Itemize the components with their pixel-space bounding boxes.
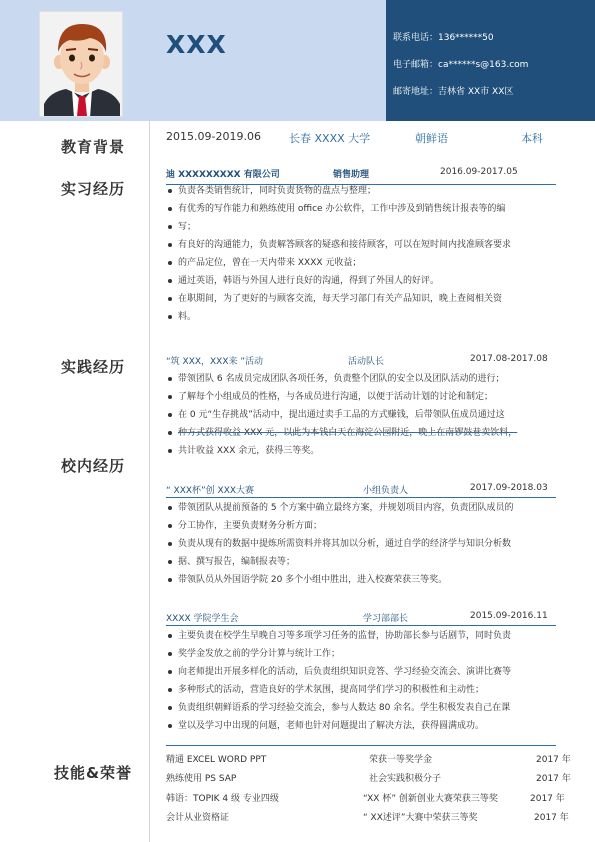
list-item: 在 0 元“生存挑战”活动中，提出通过卖手工品的方式赚钱，后带领队伍成员通过这 bbox=[166, 406, 576, 424]
list-item: 多种形式的活动，营造良好的学术氛围，提高同学们学习的积极性和主动性； bbox=[166, 681, 576, 699]
section-title-internship: 实习经历 bbox=[60, 180, 125, 198]
list-item: 料。 bbox=[166, 308, 576, 326]
list-item: 堂以及学习中出现的问题，老师也针对问题提出了解决方法，获得圆满成功。 bbox=[166, 717, 576, 735]
internship-company: 迪 XXXXXXXXX 有限公司 bbox=[166, 170, 280, 180]
campus1-period: 2017.09-2018.03 bbox=[470, 483, 548, 493]
internship-period: 2016.09-2017.05 bbox=[440, 167, 518, 177]
honor-year: 2017 年 bbox=[534, 813, 569, 823]
education-school: 长春 XXXX 大学 bbox=[289, 132, 371, 145]
campus1-bullets bbox=[166, 499, 576, 589]
campus1-role: 小组负责人 bbox=[363, 486, 409, 496]
avatar-illustration-icon bbox=[40, 12, 123, 117]
list-item: 带领团队从提前预备的 5 个方案中确立最终方案，并规划项目内容，负责团队成员的 bbox=[166, 499, 576, 517]
list-item: 负责从现有的数据中提炼所需资料并将其加以分析，通过自学的经济学与知识分析数 bbox=[166, 535, 576, 553]
honor-year: 2017 年 bbox=[536, 755, 571, 765]
section-divider bbox=[149, 121, 150, 842]
list-item: 主要负责在校学生早晚自习等多项学习任务的监督，协助部长参与话剧节，同时负责 bbox=[166, 627, 576, 645]
internship-role: 销售助理 bbox=[333, 170, 370, 180]
list-item: 带领团队 6 名成员完成团队各项任务，负责整个团队的安全以及团队活动的进行； bbox=[166, 370, 576, 388]
education-period: 2015.09-2019.06 bbox=[166, 130, 261, 143]
list-item: 向老师提出开展多样化的活动，后负责组织知识竞答、学习经验交流会、演讲比赛等 bbox=[166, 663, 576, 681]
campus2-bullets bbox=[166, 627, 576, 735]
email-text: 电子邮箱：ca******s@163.com bbox=[393, 60, 529, 70]
skills-rule bbox=[166, 745, 556, 746]
practice-period: 2017.08-2017.08 bbox=[470, 354, 548, 364]
practice-bullets bbox=[166, 370, 576, 460]
list-item: 奖学金发放之前的学分计算与统计工作； bbox=[166, 645, 576, 663]
candidate-name: XXX bbox=[166, 30, 227, 59]
internship-bullets bbox=[166, 182, 576, 326]
list-item: 分工协作，主要负责财务分析方面； bbox=[166, 517, 576, 535]
list-item: 在职期间，为了更好的与顾客交流，每天学习部门有关产品知识，晚上查阅相关资 bbox=[166, 290, 576, 308]
list-item: 负责各类销售统计，同时负责货物的盘点与整理； bbox=[166, 182, 576, 200]
campus2-period: 2015.09-2016.11 bbox=[470, 611, 548, 621]
campus2-role: 学习部部长 bbox=[363, 614, 409, 624]
honor-item: 社会实践积极分子 bbox=[369, 774, 442, 784]
honor-year: 2017 年 bbox=[536, 774, 571, 784]
section-title-education: 教育背景 bbox=[60, 138, 125, 156]
skill-item: 熟练使用 PS SAP bbox=[166, 774, 237, 784]
campus1-activity: “ XXX杯”创 XXX大赛 bbox=[166, 486, 255, 496]
education-degree: 本科 bbox=[521, 132, 543, 145]
practice-role: 活动队长 bbox=[348, 357, 385, 367]
honor-year: 2017 年 bbox=[530, 794, 565, 804]
section-title-skills: 技能&荣誉 bbox=[53, 764, 133, 782]
campus2-org: XXXX 学院学生会 bbox=[166, 614, 239, 624]
honor-item: “ XX述评”大赛中荣获三等奖 bbox=[363, 813, 478, 823]
practice-activity: “筑 XXX，XXX来 ”活动 bbox=[166, 357, 264, 367]
list-item: 的产品定位，曾在一天内带来 XXXX 元收益； bbox=[166, 254, 576, 272]
list-item: 有良好的沟通能力，负责解答顾客的疑惑和接待顾客，可以在短时间内找准顾客要求 bbox=[166, 236, 576, 254]
list-item: 共计收益 XXX 余元，获得三等奖。 bbox=[166, 442, 576, 460]
list-item: 带领队员从外国语学院 20 多个小组中胜出，进入校赛荣获三等奖。 bbox=[166, 571, 576, 589]
list-item: 写； bbox=[166, 218, 576, 236]
education-major: 朝鲜语 bbox=[415, 132, 448, 145]
list-item: 负责组织朝鲜语系的学习经验交流会，参与人数达 80 余名。学生积极发表自己在课 bbox=[166, 699, 576, 717]
skill-item: 会计从业资格证 bbox=[166, 813, 230, 823]
phone-text: 联系电话：136******50 bbox=[393, 33, 494, 43]
campus1-rule bbox=[166, 497, 556, 498]
list-item: 种方式获得收益 XXX 元，以此为本钱白天在海淀公园附近，晚上在南锣鼓巷卖饮料， bbox=[166, 424, 576, 442]
list-item: 了解每个小组成员的性格，与各成员进行沟通，以便于活动计划的讨论和制定； bbox=[166, 388, 576, 406]
list-item: 有优秀的写作能力和熟练使用 office 办公软件，工作中涉及到销售统计报表等的编 bbox=[166, 200, 576, 218]
section-title-campus: 校内经历 bbox=[60, 457, 125, 475]
honor-item: 荣获一等奖学金 bbox=[369, 755, 433, 765]
list-item: 据、撰写报告，编制报表等； bbox=[166, 553, 576, 571]
section-title-practice: 实践经历 bbox=[60, 358, 125, 376]
skill-item: 精通 EXCEL WORD PPT bbox=[166, 755, 267, 765]
avatar bbox=[39, 11, 123, 117]
honor-item: “XX 杯” 创新创业大赛荣获三等奖 bbox=[363, 794, 498, 804]
list-item: 通过英语，韩语与外国人进行良好的沟通，得到了外国人的好评。 bbox=[166, 272, 576, 290]
skill-item: 韩语：TOPIK 4 级 专业四级 bbox=[166, 794, 279, 804]
address-text: 邮寄地址：吉林省 XX市 XX区 bbox=[393, 87, 514, 97]
campus2-rule bbox=[166, 625, 556, 626]
